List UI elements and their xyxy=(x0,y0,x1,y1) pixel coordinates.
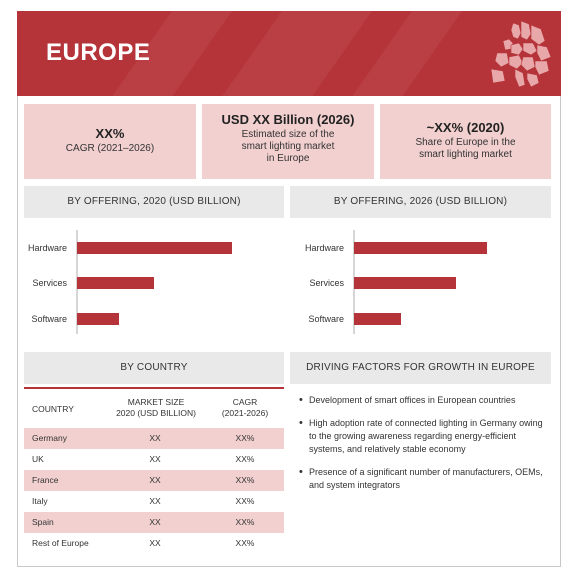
cell-market-size: XX xyxy=(149,433,161,443)
cell-cagr: XX% xyxy=(235,454,255,464)
cell-cagr: XX% xyxy=(235,538,255,548)
category-label: Hardware xyxy=(27,243,67,253)
bar-software xyxy=(354,313,401,325)
table-header xyxy=(24,387,284,428)
bar-services xyxy=(77,277,154,289)
driver-item: • Development of smart offices in European countries xyxy=(297,394,547,407)
cell-country: UK xyxy=(32,454,44,464)
offering-2020-chart xyxy=(24,222,284,342)
kpi-market-size-value: USD XX Billion (2026) xyxy=(221,112,355,127)
cell-market-size: XX xyxy=(149,496,161,506)
kpi-cagr-value: XX% xyxy=(95,126,125,141)
driver-item: • Presence of a significant number of manufacturers, OEMs, and system integrators xyxy=(297,466,547,492)
cell-country: Spain xyxy=(32,517,54,527)
cell-market-size: XX xyxy=(149,538,161,548)
category-label: Software xyxy=(31,314,67,324)
col-market-size: MARKET SIZE 2020 (USD BILLION) xyxy=(116,397,196,418)
cell-market-size: XX xyxy=(149,517,161,527)
category-label: Software xyxy=(308,314,344,324)
bar-services xyxy=(354,277,456,289)
kpi-share-label: Share of Europe in the smart lighting market xyxy=(415,137,516,160)
section-offering-2020: BY OFFERING, 2020 (USD BILLION) xyxy=(24,186,284,218)
category-label: Hardware xyxy=(304,243,344,253)
country-table xyxy=(24,387,284,554)
cell-country: Italy xyxy=(32,496,48,506)
cell-cagr: XX% xyxy=(235,475,255,485)
driver-item: • High adoption rate of connected lighting in Germany owing to the growing awareness regarding energy-efficient systems, and relatively stable economy xyxy=(297,417,547,456)
table-row xyxy=(24,470,284,491)
header-banner xyxy=(17,11,561,96)
section-by-country: BY COUNTRY xyxy=(24,352,284,384)
cell-cagr: XX% xyxy=(235,517,255,527)
table-row xyxy=(24,428,284,449)
col-cagr: CAGR (2021-2026) xyxy=(221,397,269,418)
kpi-cagr xyxy=(24,104,196,179)
driving-factors-list xyxy=(297,394,547,502)
category-label: Services xyxy=(309,278,344,288)
cell-country: Rest of Europe xyxy=(32,538,89,548)
category-label: Services xyxy=(32,278,67,288)
table-row xyxy=(24,533,284,554)
offering-2026-chart xyxy=(290,222,551,342)
table-row xyxy=(24,512,284,533)
col-country: COUNTRY xyxy=(32,404,74,414)
table-body xyxy=(24,428,284,554)
section-offering-2026: BY OFFERING, 2026 (USD BILLION) xyxy=(290,186,551,218)
kpi-market-size-label: Estimated size of the smart lighting market in Europe xyxy=(241,129,335,164)
bar-software xyxy=(77,313,119,325)
cell-cagr: XX% xyxy=(235,433,255,443)
cell-country: France xyxy=(32,475,59,485)
cell-market-size: XX xyxy=(149,475,161,485)
bar-hardware xyxy=(354,242,487,254)
bar-hardware xyxy=(77,242,232,254)
kpi-market-size xyxy=(202,104,374,179)
europe-map-icon xyxy=(485,19,555,91)
cell-cagr: XX% xyxy=(235,496,255,506)
cell-country: Germany xyxy=(32,433,67,443)
table-row xyxy=(24,449,284,470)
section-driving-factors: DRIVING FACTORS FOR GROWTH IN EUROPE xyxy=(290,352,551,384)
table-row xyxy=(24,491,284,512)
kpi-share-value: ~XX% (2020) xyxy=(426,120,505,135)
region-title: EUROPE xyxy=(46,39,151,66)
kpi-share xyxy=(380,104,551,179)
kpi-cagr-label: CAGR (2021–2026) xyxy=(65,143,155,154)
cell-market-size: XX xyxy=(149,454,161,464)
